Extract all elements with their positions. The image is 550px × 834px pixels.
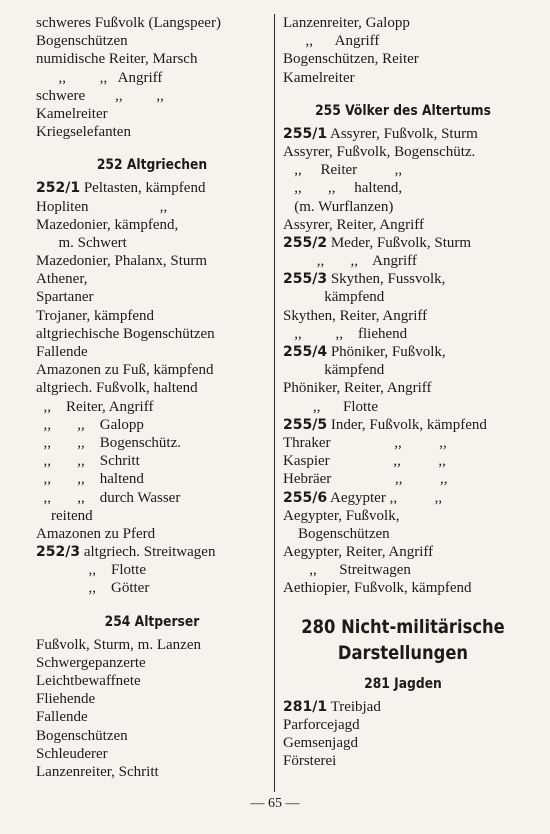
list-item: Bogenschützen bbox=[36, 33, 128, 50]
section-heading-254: 254 Altperser bbox=[104, 613, 200, 630]
list-item: Leichtbewaffnete bbox=[36, 673, 141, 689]
list-item: ,, Flotte bbox=[283, 398, 379, 415]
entry-text: Peltasten, kämpfend bbox=[83, 180, 206, 197]
entry-252-3 bbox=[36, 543, 268, 561]
list-item: Fallende bbox=[36, 709, 88, 726]
list-item: Mazedonier, Phalanx, Sturm bbox=[36, 253, 208, 270]
entry-number: 255/2 bbox=[283, 234, 328, 251]
list-item: ,, ,, Angriff bbox=[36, 69, 163, 86]
heading-line: Darstellungen bbox=[337, 641, 469, 664]
entry-number: 255/5 bbox=[283, 416, 328, 433]
column-divider bbox=[274, 14, 275, 792]
entry-text: Treibjad bbox=[330, 698, 381, 715]
entry-text: Aegypter ,, ,, bbox=[330, 489, 443, 506]
list-item: Kamelreiter bbox=[283, 69, 355, 86]
list-item: ,, ,, durch Wasser bbox=[36, 489, 181, 506]
list-item: ,, ,, Galopp bbox=[36, 416, 144, 433]
entry-number: 252/3 bbox=[36, 544, 81, 561]
list-item: Schleuderer bbox=[36, 745, 108, 762]
list-item: Parforcejagd bbox=[283, 716, 360, 733]
list-item: Hopliten ,, bbox=[36, 198, 168, 215]
list-item: Kamelreiter bbox=[36, 105, 108, 122]
left-column bbox=[36, 14, 268, 781]
entry-number: 255/4 bbox=[283, 344, 328, 360]
list-item: Schwergepanzerte bbox=[36, 654, 146, 671]
list-item: ,, ,, fliehend bbox=[283, 325, 408, 342]
list-item: Assyrer, Reiter, Angriff bbox=[283, 216, 424, 233]
list-item: Spartaner bbox=[36, 289, 94, 306]
list-item: Kaspier ,, ,, bbox=[283, 453, 446, 470]
entry-number: 255/6 bbox=[283, 489, 328, 506]
list-item: Phöniker, Reiter, Angriff bbox=[283, 380, 432, 397]
list-item: Trojaner, kämpfend bbox=[36, 307, 154, 324]
right-column bbox=[283, 14, 523, 770]
list-item: Amazonen zu Fuß, kämpfend bbox=[36, 362, 214, 379]
list-item: Thraker ,, ,, bbox=[283, 434, 447, 451]
entry-255-5 bbox=[283, 416, 523, 434]
list-item: Fußvolk, Sturm, m. Lanzen bbox=[36, 636, 201, 653]
list-item: Mazedonier, kämpfend, bbox=[36, 216, 179, 233]
entry-255-1 bbox=[283, 125, 523, 143]
entry-text: Skythen, Fussvolk, bbox=[330, 271, 446, 288]
list-item: Aethiopier, Fußvolk, kämpfend bbox=[283, 580, 472, 597]
list-item: Aegypter, Fußvolk, bbox=[283, 507, 400, 524]
list-item: altgriech. Fußvolk, haltend bbox=[36, 380, 198, 397]
list-item: schweres Fußvolk (Langspeer) bbox=[36, 15, 221, 31]
entry-281-1 bbox=[283, 698, 523, 716]
list-item: ,, ,, haltend, bbox=[283, 180, 403, 197]
entry-text: Meder, Fußvolk, Sturm bbox=[330, 234, 472, 251]
entry-text: altgriech. Streitwagen bbox=[83, 544, 216, 561]
list-item: Lanzenreiter, Schritt bbox=[36, 763, 159, 780]
list-item: Bogenschützen bbox=[283, 525, 390, 542]
list-item: kämpfend bbox=[283, 362, 385, 379]
page-number: — 65 — bbox=[250, 796, 300, 811]
section-254-list bbox=[36, 636, 268, 782]
list-item: ,, Götter bbox=[36, 580, 150, 597]
section-heading-280 bbox=[300, 614, 506, 666]
entry-252-1 bbox=[36, 179, 268, 197]
entry-255-6 bbox=[283, 489, 523, 507]
list-item: Aegypter, Reiter, Angriff bbox=[283, 544, 434, 561]
list-item: numidische Reiter, Marsch bbox=[36, 51, 198, 68]
list-item: reitend bbox=[36, 507, 93, 524]
list-item: ,, Reiter ,, bbox=[283, 162, 403, 179]
list-item: ,, Flotte bbox=[36, 562, 147, 579]
list-item: Lanzenreiter, Galopp bbox=[283, 15, 410, 31]
list-item: Försterei bbox=[283, 753, 337, 770]
right-top-list bbox=[283, 14, 523, 87]
list-item: Fliehende bbox=[36, 691, 96, 708]
list-item: schwere ,, ,, bbox=[36, 87, 164, 104]
list-item: ,, ,, Schritt bbox=[36, 453, 140, 470]
entry-number: 255/1 bbox=[283, 125, 328, 142]
list-item: kämpfend bbox=[283, 289, 385, 306]
entry-text: Phöniker, Fußvolk, bbox=[330, 344, 446, 360]
list-item: ,, Streitwagen bbox=[283, 562, 411, 579]
entry-number: 281/1 bbox=[283, 698, 328, 715]
list-item: Bogenschützen, Reiter bbox=[283, 51, 419, 68]
section-heading-255: 255 Völker des Altertums bbox=[315, 102, 491, 119]
list-item: Gemsenjagd bbox=[283, 735, 358, 751]
list-item: Athener, bbox=[36, 271, 88, 288]
list-item: ,, Angriff bbox=[283, 33, 380, 50]
section-heading-281: 281 Jagden bbox=[364, 675, 442, 692]
entry-number: 252/1 bbox=[36, 180, 81, 197]
list-item: Hebräer ,, ,, bbox=[283, 471, 448, 488]
list-item: Skythen, Reiter, Angriff bbox=[283, 307, 428, 324]
entry-number: 255/3 bbox=[283, 271, 328, 288]
list-item: ,, ,, Angriff bbox=[283, 253, 417, 270]
list-item: Assyrer, Fußvolk, Bogenschütz. bbox=[283, 143, 476, 160]
list-item: Kriegselefanten bbox=[36, 124, 131, 141]
section-heading-252: 252 Altgriechen bbox=[96, 157, 208, 174]
entry-text: Inder, Fußvolk, kämpfend bbox=[330, 416, 487, 433]
entry-255-3 bbox=[283, 270, 523, 288]
list-item: (m. Wurflanzen) bbox=[283, 198, 394, 215]
left-top-list bbox=[36, 14, 268, 141]
section-252-list bbox=[36, 198, 268, 544]
entry-255-2 bbox=[283, 234, 523, 252]
list-item: ,, ,, haltend bbox=[36, 471, 144, 488]
heading-line: 280 Nicht-militärische bbox=[301, 615, 505, 638]
list-item: Bogenschützen bbox=[36, 727, 128, 744]
list-item: Amazonen zu Pferd bbox=[36, 525, 156, 542]
list-item: m. Schwert bbox=[36, 234, 127, 251]
list-item: altgriechische Bogenschützen bbox=[36, 325, 215, 342]
list-item: Fallende bbox=[36, 344, 88, 360]
entry-text: Assyrer, Fußvolk, Sturm bbox=[330, 125, 478, 142]
list-item: ,, Reiter, Angriff bbox=[36, 398, 154, 415]
entry-255-4 bbox=[283, 343, 523, 361]
list-item: ,, ,, Bogenschütz. bbox=[36, 434, 181, 451]
